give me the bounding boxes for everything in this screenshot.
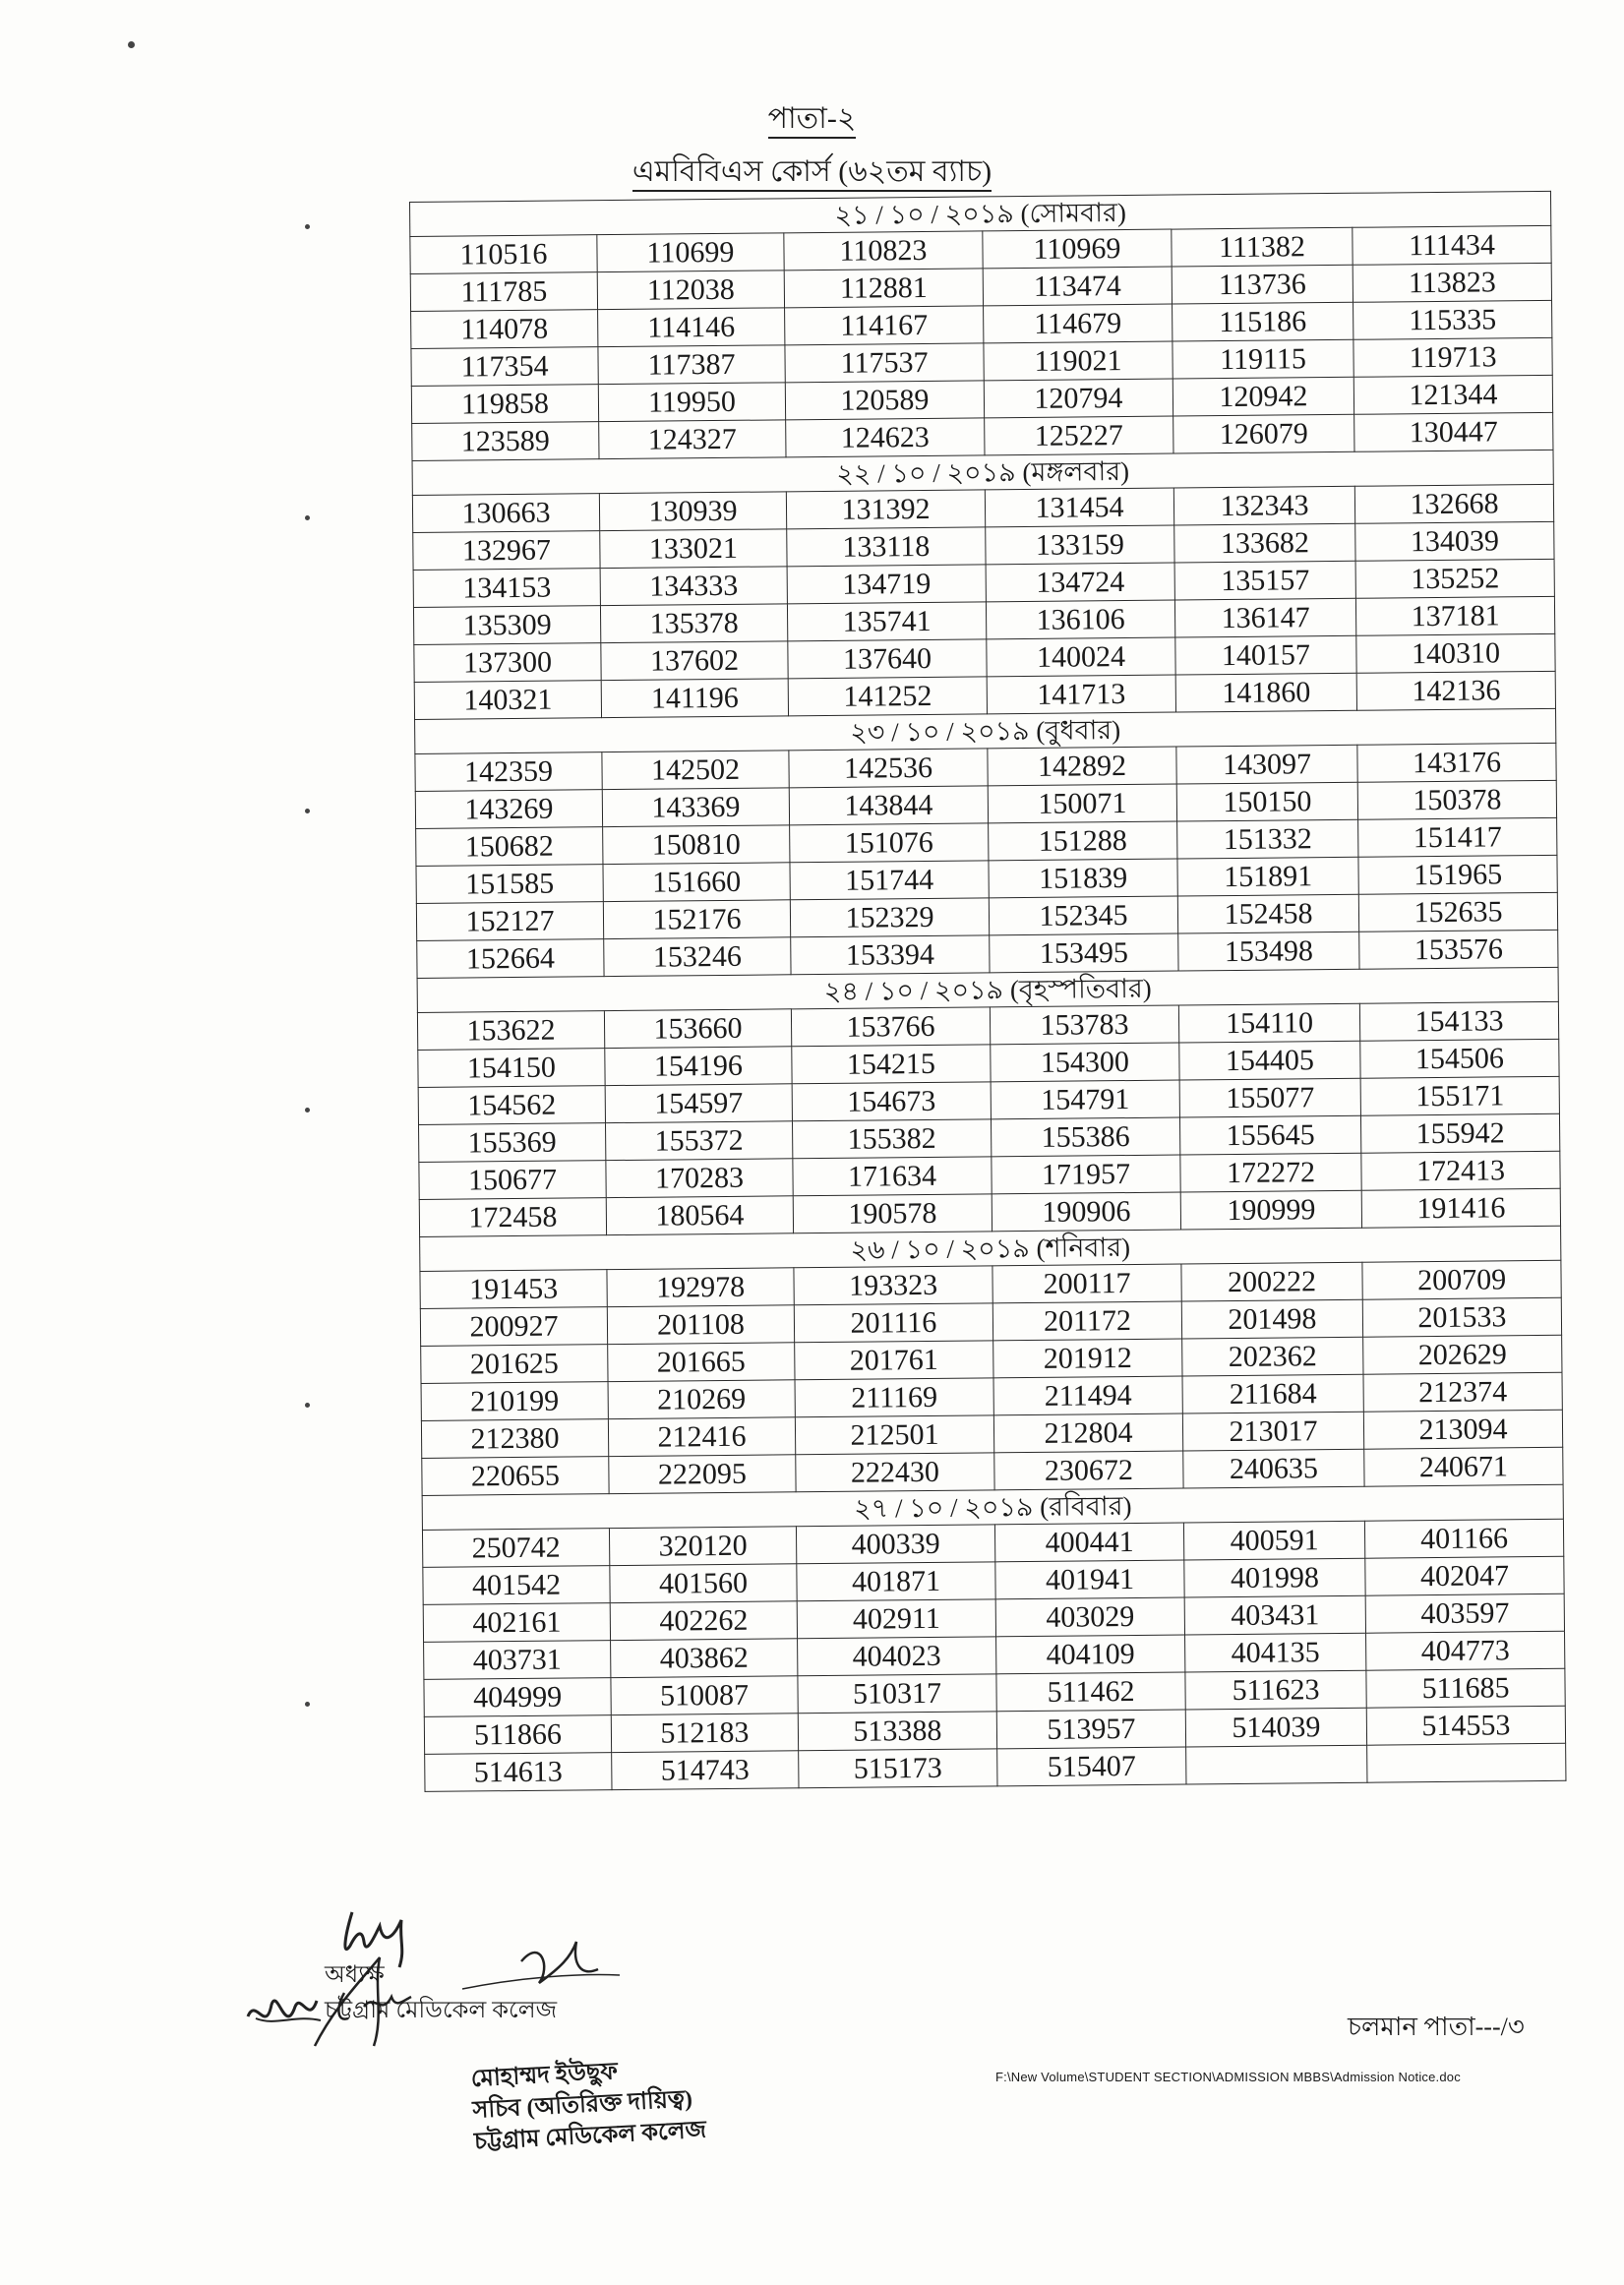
roll-number-cell: 155382 [792, 1119, 991, 1159]
roll-number-cell: 201498 [1181, 1299, 1362, 1339]
roll-number-cell: 514743 [612, 1751, 799, 1790]
roll-number-cell: 151417 [1358, 817, 1557, 857]
roll-number-cell [1367, 1743, 1566, 1782]
roll-number-cell: 511462 [996, 1672, 1185, 1712]
roll-number-cell: 211494 [993, 1376, 1182, 1415]
roll-number-cell: 133682 [1174, 523, 1355, 563]
roll-number-cell: 110516 [410, 235, 597, 274]
date-header: ২৪ / ১০ / ২০১৯ (বৃহস্পতিবার) [417, 967, 1558, 1012]
roll-number-cell: 135157 [1174, 561, 1355, 600]
roll-number-cell: 212380 [421, 1419, 608, 1459]
roll-number-cell: 172272 [1180, 1153, 1361, 1192]
roll-number-cell: 154673 [792, 1082, 991, 1121]
roll-number-cell: 119858 [411, 385, 598, 424]
roll-number-cell: 402161 [423, 1603, 610, 1643]
roll-number-cell: 153498 [1178, 932, 1359, 971]
roll-number-cell: 120942 [1173, 377, 1353, 416]
roll-number-cell: 113823 [1353, 263, 1551, 302]
roll-number-cell: 150071 [988, 784, 1176, 823]
roll-number-cell: 212416 [608, 1417, 795, 1457]
roll-number-cell: 151076 [790, 823, 989, 863]
roll-number-cell: 120589 [785, 381, 984, 420]
roll-number-cell: 112038 [597, 271, 784, 310]
roll-number-cell: 133159 [986, 525, 1174, 565]
roll-number-cell: 514553 [1366, 1706, 1565, 1745]
roll-number-cell: 201533 [1362, 1297, 1561, 1337]
roll-number-cell: 210199 [421, 1382, 608, 1421]
roll-number-cell: 402262 [610, 1601, 797, 1641]
roll-number-cell: 111434 [1353, 225, 1551, 265]
roll-number-cell: 140024 [987, 637, 1175, 677]
roll-number-cell: 401560 [610, 1564, 797, 1603]
roll-number-cell: 153660 [604, 1009, 791, 1049]
roll-number-cell: 143269 [415, 790, 602, 829]
roll-number-cell: 190578 [793, 1194, 992, 1233]
roll-number-cell: 152127 [416, 902, 603, 941]
roll-number-cell: 140321 [414, 681, 601, 720]
roll-number-cell: 130447 [1354, 412, 1553, 451]
roll-number-cell: 141713 [987, 675, 1175, 714]
scan-speck [305, 1403, 310, 1408]
roll-number-cell: 404999 [424, 1678, 611, 1717]
roll-number-cell: 401998 [1184, 1558, 1365, 1597]
roll-number-cell: 154506 [1360, 1039, 1559, 1078]
roll-number-cell: 180564 [606, 1196, 793, 1235]
roll-number-cell: 401871 [797, 1562, 995, 1601]
page-number-text: পাতা-২ [768, 102, 857, 139]
secretary-designation: সচিব (অতিরিক্ত দায়িত্ব) [471, 2086, 693, 2124]
roll-number-cell: 151332 [1177, 819, 1358, 859]
roll-number-cell: 200117 [992, 1264, 1181, 1303]
date-header: ২১ / ১০ / ২০১৯ (সোমবার) [410, 191, 1551, 236]
roll-number-cell: 510317 [798, 1674, 996, 1714]
roll-number-cell: 119713 [1353, 337, 1552, 377]
roll-number-cell: 137602 [601, 641, 788, 681]
roll-number-cell: 151660 [603, 863, 790, 902]
roll-number-cell: 201172 [992, 1301, 1181, 1341]
roll-number-cell: 404135 [1185, 1633, 1366, 1672]
continued-page-note: চলমান পাতা---/৩ [1348, 2013, 1525, 2041]
roll-number-cell: 202629 [1363, 1335, 1562, 1374]
roll-number-cell: 153622 [417, 1011, 604, 1051]
principal-title: অধ্যক্ষ [325, 1962, 385, 1988]
roll-number-cell: 211684 [1182, 1374, 1363, 1413]
roll-number-cell: 154405 [1179, 1041, 1360, 1080]
roll-number-cell: 114167 [785, 306, 984, 345]
roll-number-cell: 117387 [598, 345, 785, 385]
roll-number-cell: 114078 [411, 310, 598, 349]
roll-number-cell: 151744 [790, 861, 989, 900]
roll-number-cell: 213017 [1182, 1412, 1363, 1451]
roll-number-cell: 201761 [795, 1341, 993, 1380]
roll-number-cell: 201625 [421, 1345, 608, 1384]
roll-number-cell: 403029 [995, 1597, 1184, 1637]
roll-number-cell: 151585 [416, 865, 603, 904]
roll-number-cell: 111382 [1172, 227, 1353, 267]
roll-number-cell: 136147 [1174, 598, 1355, 637]
roll-number-cell: 130939 [599, 492, 786, 531]
roll-number-cell: 201665 [608, 1343, 795, 1382]
roll-number-cell: 401941 [995, 1560, 1184, 1599]
roll-number-cell: 135741 [787, 602, 986, 641]
roll-number-cell: 114146 [598, 308, 785, 347]
roll-number-cell: 142359 [415, 752, 602, 792]
roll-number-cell: 171634 [793, 1157, 992, 1196]
roll-number-cell: 141196 [601, 679, 788, 718]
roll-number-cell: 152458 [1177, 894, 1358, 933]
roll-number-cell: 153394 [791, 935, 990, 975]
roll-number-cell: 155171 [1360, 1076, 1559, 1115]
roll-number-cell: 401542 [423, 1566, 610, 1605]
roll-number-cell: 212374 [1363, 1372, 1562, 1412]
roll-number-cell: 136106 [986, 600, 1174, 639]
roll-number-cell: 152176 [603, 900, 790, 939]
roll-number-cell: 172413 [1361, 1151, 1560, 1190]
roll-number-cell: 150677 [419, 1161, 606, 1200]
roll-number-cell: 134333 [600, 567, 787, 606]
roll-number-cell: 155386 [991, 1117, 1179, 1157]
roll-number-cell: 510087 [611, 1676, 798, 1715]
roll-number-cell: 110823 [784, 231, 983, 271]
roll-number-cell: 113736 [1172, 265, 1353, 304]
roll-number-cell: 142136 [1356, 671, 1555, 710]
roll-number-cell: 141252 [788, 677, 987, 716]
roll-number-cell: 192978 [607, 1268, 794, 1307]
roll-number-cell: 137640 [788, 639, 987, 679]
roll-number-cell: 212804 [993, 1413, 1182, 1453]
date-header: ২৩ / ১০ / ২০১৯ (বুধবার) [415, 708, 1556, 753]
roll-number-cell: 240671 [1364, 1447, 1563, 1486]
roll-number-cell: 121344 [1353, 375, 1552, 414]
roll-number-cell: 124327 [599, 420, 786, 459]
roll-number-cell: 230672 [994, 1451, 1183, 1490]
roll-number-cell: 135309 [413, 606, 600, 645]
roll-number-cell: 110969 [983, 229, 1172, 269]
roll-number-cell: 143176 [1357, 743, 1556, 782]
roll-number-cell: 403597 [1365, 1593, 1564, 1633]
roll-number-cell: 512183 [611, 1714, 798, 1753]
roll-number-cell: 200709 [1362, 1260, 1561, 1299]
roll-number-cell: 154150 [418, 1049, 605, 1088]
secretary-institution: চট্টগ্রাম মেডিকেল কলেজ [473, 2117, 707, 2155]
roll-number-cell: 142502 [602, 751, 789, 790]
roll-number-cell: 201108 [607, 1305, 794, 1345]
roll-number-cell: 170283 [606, 1159, 793, 1198]
roll-number-cell: 153766 [791, 1007, 990, 1047]
roll-number-cell: 153783 [990, 1005, 1178, 1045]
roll-number-cell: 511623 [1185, 1670, 1366, 1710]
scan-speck [305, 809, 310, 813]
roll-number-cell: 132668 [1354, 484, 1553, 523]
roll-number-cell: 511685 [1366, 1668, 1565, 1708]
roll-number-cell: 191453 [420, 1270, 607, 1309]
scan-speck [305, 1702, 310, 1707]
roll-number-cell: 212501 [795, 1415, 993, 1455]
roll-number-cell: 123589 [412, 422, 599, 461]
roll-number-cell: 152329 [790, 898, 989, 937]
roll-number-cell: 111785 [410, 272, 597, 312]
roll-number-cell: 172458 [419, 1198, 606, 1237]
roll-number-cell: 113474 [983, 267, 1172, 306]
roll-number-cell: 220655 [422, 1457, 609, 1496]
roll-number-cell: 112881 [784, 269, 983, 308]
roll-number-cell: 125227 [985, 416, 1173, 455]
roll-number-cell: 250742 [422, 1529, 609, 1568]
roll-number-cell: 132967 [413, 531, 600, 571]
roll-number-cell: 213094 [1363, 1410, 1562, 1449]
scan-speck [128, 41, 135, 48]
roll-number-cell: 155942 [1360, 1113, 1559, 1153]
roll-number-cell: 135252 [1355, 559, 1554, 598]
roll-number-cell: 140157 [1175, 635, 1356, 675]
roll-number-cell: 403431 [1184, 1595, 1365, 1635]
roll-number-cell: 150682 [416, 827, 603, 867]
roll-number-cell: 222095 [609, 1455, 796, 1494]
roll-number-cell: 137300 [414, 643, 601, 683]
roll-number-cell: 154110 [1178, 1003, 1359, 1043]
roll-number-cell: 200927 [420, 1307, 607, 1347]
roll-number-cell: 142892 [988, 747, 1176, 786]
principal-institution: চট্টগ্রাম মেডিকেল কলেজ [325, 1998, 558, 2023]
roll-number-cell: 137181 [1355, 596, 1554, 635]
roll-number-cell: 191416 [1361, 1188, 1560, 1228]
roll-number-cell: 151288 [989, 821, 1177, 861]
date-header: ২৬ / ১০ / ২০১৯ (শনিবার) [420, 1226, 1561, 1271]
roll-number-cell: 110699 [597, 233, 784, 272]
roll-number-cell: 320120 [609, 1527, 796, 1566]
file-path-footer: F:\New Volume\STUDENT SECTION\ADMISSION MBBS\Admission Notice.doc [995, 2070, 1461, 2084]
roll-number-cell: 515407 [997, 1747, 1186, 1786]
roll-number-cell: 131392 [786, 490, 985, 529]
roll-number-cell: 134153 [413, 569, 600, 608]
roll-number-cell: 117537 [785, 343, 984, 383]
roll-number-cell: 402911 [797, 1599, 995, 1639]
roll-number-cell: 119021 [984, 341, 1173, 381]
roll-number-cell: 142536 [789, 749, 988, 788]
roll-number-table [409, 191, 1567, 1792]
roll-number-cell: 511866 [424, 1715, 611, 1755]
roll-number-cell: 154215 [792, 1045, 991, 1084]
scan-speck [305, 1108, 310, 1112]
roll-number-cell: 514039 [1185, 1708, 1366, 1747]
roll-number-cell: 133021 [600, 529, 787, 569]
roll-number-cell: 193323 [794, 1266, 992, 1305]
roll-number-cell: 154133 [1359, 1001, 1558, 1041]
page-heading [0, 148, 1624, 198]
roll-number-cell: 155369 [419, 1123, 606, 1163]
roll-number-cell: 513957 [996, 1710, 1185, 1749]
roll-number-cell: 150378 [1357, 780, 1556, 819]
roll-number-cell: 222430 [796, 1453, 994, 1492]
roll-number-cell: 402047 [1365, 1556, 1564, 1595]
roll-number-cell: 404023 [798, 1637, 996, 1676]
roll-number-cell: 401166 [1364, 1519, 1563, 1558]
roll-number-cell [1186, 1745, 1367, 1784]
roll-number-cell: 190906 [992, 1192, 1180, 1232]
roll-number-cell: 114679 [984, 304, 1173, 343]
roll-number-cell: 134724 [986, 563, 1174, 602]
roll-number-cell: 134719 [787, 565, 986, 604]
roll-number-cell: 201912 [993, 1339, 1182, 1378]
roll-number-cell: 143369 [602, 788, 789, 827]
roll-number-cell: 119115 [1173, 339, 1353, 379]
roll-number-cell: 126079 [1173, 414, 1354, 453]
roll-number-cell: 400591 [1183, 1521, 1364, 1560]
roll-number-cell: 403862 [611, 1639, 798, 1678]
roll-number-cell: 210269 [608, 1380, 795, 1419]
roll-number-cell: 153495 [990, 933, 1178, 973]
roll-number-cell: 154791 [991, 1080, 1179, 1119]
roll-number-cell: 154300 [991, 1043, 1179, 1082]
roll-number-cell: 117354 [411, 347, 598, 387]
roll-number-cell: 513388 [798, 1712, 996, 1751]
roll-number-cell: 115335 [1353, 300, 1552, 339]
roll-number-cell: 143097 [1176, 745, 1357, 784]
roll-number-cell: 124623 [786, 418, 985, 457]
date-header: ২২ / ১০ / ২০১৯ (মঙ্গলবার) [412, 450, 1553, 495]
principal-block [325, 1957, 557, 2028]
page-number [0, 94, 1624, 145]
roll-number-cell: 514613 [425, 1753, 612, 1792]
roll-number-cell: 133118 [787, 527, 986, 567]
roll-number-cell: 403731 [424, 1641, 611, 1680]
roll-number-cell: 132343 [1173, 486, 1354, 525]
roll-number-cell: 152345 [989, 896, 1177, 935]
roll-number-cell: 154562 [418, 1086, 605, 1125]
roll-number-cell: 171957 [992, 1155, 1180, 1194]
roll-number-cell: 152664 [417, 939, 604, 979]
roll-number-cell: 240635 [1183, 1449, 1364, 1488]
roll-number-cell: 150810 [603, 825, 790, 865]
heading-text: এমবিবিএস কোর্স (৬২তম ব্যাচ) [632, 155, 992, 192]
roll-number-cell: 190999 [1180, 1190, 1361, 1230]
roll-number-cell: 130663 [412, 494, 599, 533]
roll-table-body [410, 191, 1567, 1791]
roll-number-cell: 120794 [984, 379, 1173, 418]
roll-number-cell: 151965 [1358, 855, 1557, 894]
roll-number-cell: 400339 [796, 1525, 994, 1564]
scan-speck [305, 515, 310, 520]
secretary-name: মোহাম্মদ ইউছুফ [470, 2059, 619, 2092]
roll-number-cell: 202362 [1182, 1337, 1363, 1376]
roll-number-cell: 135378 [600, 604, 787, 643]
roll-number-cell: 211169 [795, 1378, 993, 1417]
roll-number-cell: 515173 [799, 1749, 997, 1788]
roll-number-cell: 140310 [1356, 633, 1555, 673]
roll-number-cell: 153576 [1359, 930, 1558, 969]
roll-number-cell: 201116 [794, 1303, 992, 1343]
scan-speck [305, 224, 310, 229]
roll-number-cell: 151839 [989, 859, 1177, 898]
roll-number-cell: 115186 [1173, 302, 1353, 341]
roll-number-cell: 155645 [1179, 1115, 1360, 1155]
roll-number-cell: 153246 [604, 937, 791, 977]
roll-number-cell: 404109 [996, 1635, 1185, 1674]
roll-number-cell: 151891 [1177, 857, 1358, 896]
roll-number-cell: 200222 [1181, 1262, 1362, 1301]
roll-number-cell: 119950 [598, 383, 785, 422]
roll-number-cell: 134039 [1355, 521, 1554, 561]
roll-number-cell: 143844 [789, 786, 988, 825]
roll-number-cell: 131454 [985, 488, 1173, 527]
roll-number-cell: 155077 [1179, 1078, 1360, 1117]
roll-number-cell: 155372 [606, 1121, 793, 1161]
date-header: ২৭ / ১০ / ২০১৯ (রবিবার) [422, 1484, 1563, 1530]
roll-number-cell: 150150 [1176, 782, 1357, 821]
roll-number-cell: 400441 [994, 1523, 1183, 1562]
roll-number-cell: 141860 [1175, 673, 1356, 712]
roll-number-cell: 154196 [605, 1047, 792, 1086]
roll-number-cell: 404773 [1366, 1631, 1565, 1670]
secretary-stamp [470, 2052, 707, 2158]
roll-number-cell: 152635 [1358, 892, 1557, 932]
roll-number-cell: 154597 [605, 1084, 792, 1123]
